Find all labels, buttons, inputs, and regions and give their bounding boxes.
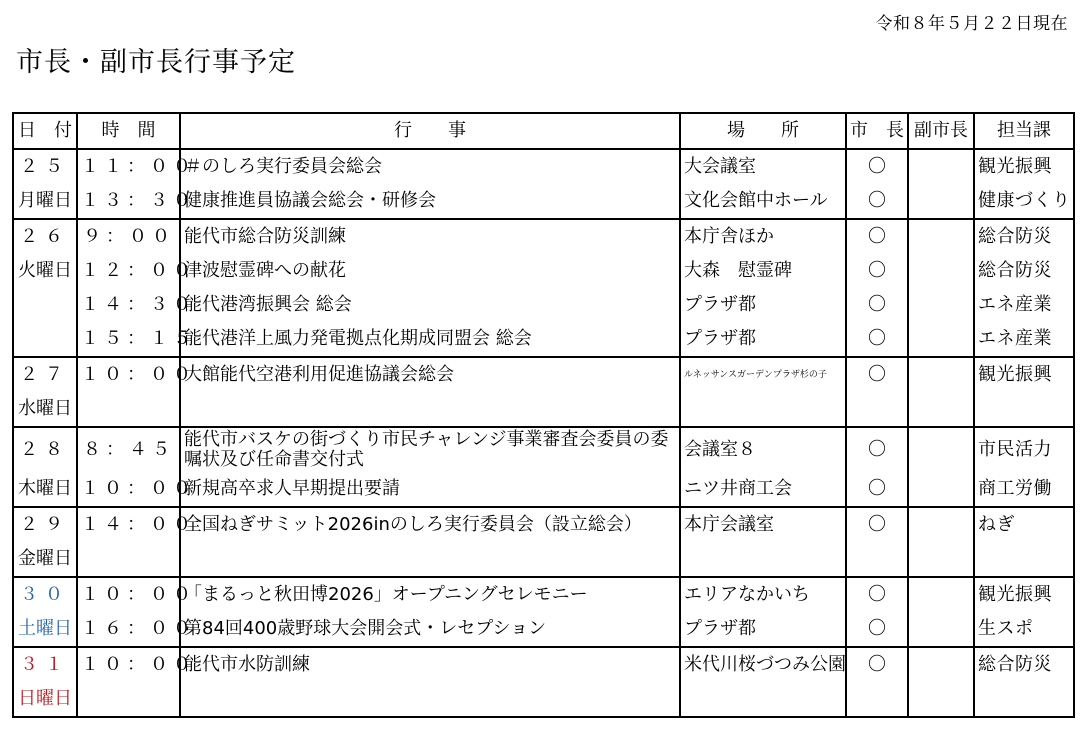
empty-dept xyxy=(974,542,1074,577)
deputy-attend xyxy=(908,577,974,612)
deputy-attend xyxy=(908,254,974,288)
table-row xyxy=(13,507,1074,542)
event-name: 津波慰霊碑への献花 xyxy=(180,254,680,288)
empty-event xyxy=(180,682,680,717)
event-time: １１：００ xyxy=(77,149,180,184)
empty-mayor xyxy=(846,542,908,577)
mayor-attend: 〇 xyxy=(846,288,908,322)
mayor-attend: 〇 xyxy=(846,612,908,647)
table-row xyxy=(13,542,1074,577)
dept: 総合防災 xyxy=(974,219,1074,254)
day-date: ２８ xyxy=(13,427,77,472)
day-weekday: 火曜日 xyxy=(13,254,77,288)
day-date: ２５ xyxy=(13,149,77,184)
deputy-attend xyxy=(908,507,974,542)
as-of-date: 令和８年５月２２日現在 xyxy=(875,14,1068,34)
event-time: ９：００ xyxy=(77,219,180,254)
event-place: 本庁舎ほか xyxy=(680,219,846,254)
empty-dept xyxy=(974,682,1074,717)
deputy-attend xyxy=(908,288,974,322)
event-name: 健康推進員協議会総会・研修会 xyxy=(180,184,680,219)
mayor-attend: 〇 xyxy=(846,507,908,542)
day-date: ２９ xyxy=(13,507,77,542)
deputy-attend xyxy=(908,149,974,184)
col-header-place: 場 所 xyxy=(680,113,846,149)
event-name: 能代市総合防災訓練 xyxy=(180,219,680,254)
table-row xyxy=(13,288,1074,322)
empty-time xyxy=(77,542,180,577)
mayor-attend: 〇 xyxy=(846,149,908,184)
col-header-date: 日 付 xyxy=(13,113,77,149)
empty-mayor xyxy=(846,392,908,427)
empty-dept xyxy=(974,392,1074,427)
event-name: 能代港湾振興会 総会 xyxy=(180,288,680,322)
table-row xyxy=(13,612,1074,647)
empty-deputy xyxy=(908,392,974,427)
event-name: ＃のしろ実行委員会総会 xyxy=(180,149,680,184)
empty-deputy xyxy=(908,542,974,577)
event-place: 大会議室 xyxy=(680,149,846,184)
dept: 商工労働 xyxy=(974,472,1074,507)
mayor-attend: 〇 xyxy=(846,254,908,288)
event-place: 本庁会議室 xyxy=(680,507,846,542)
table-row xyxy=(13,647,1074,682)
event-name: 新規高卒求人早期提出要請 xyxy=(180,472,680,507)
deputy-attend xyxy=(908,427,974,472)
day-weekday: 日曜日 xyxy=(13,682,77,717)
dept: 観光振興 xyxy=(974,149,1074,184)
deputy-attend xyxy=(908,612,974,647)
day-weekday: 水曜日 xyxy=(13,392,77,427)
event-place: プラザ都 xyxy=(680,288,846,322)
event-name: 全国ねぎサミット2026inのしろ実行委員会（設立総会） xyxy=(180,507,680,542)
mayor-attend: 〇 xyxy=(846,184,908,219)
day-date: ３１ xyxy=(13,647,77,682)
page-title: 市長・副市長行事予定 xyxy=(16,47,296,78)
empty-event xyxy=(180,542,680,577)
deputy-attend xyxy=(908,219,974,254)
event-place: 大森 慰霊碑 xyxy=(680,254,846,288)
dept: 総合防災 xyxy=(974,254,1074,288)
empty-place xyxy=(680,542,846,577)
mayor-attend: 〇 xyxy=(846,472,908,507)
col-header-time: 時 間 xyxy=(77,113,180,149)
dept: 市民活力 xyxy=(974,427,1074,472)
day-date: ３０ xyxy=(13,577,77,612)
table-row xyxy=(13,472,1074,507)
event-place: 会議室８ xyxy=(680,427,846,472)
dept: 総合防災 xyxy=(974,647,1074,682)
schedule-table xyxy=(12,112,1075,718)
dept: エネ産業 xyxy=(974,322,1074,357)
event-time: １５：１５ xyxy=(77,322,180,357)
event-name: 能代市水防訓練 xyxy=(180,647,680,682)
event-time: １３：３０ xyxy=(77,184,180,219)
table-row xyxy=(13,577,1074,612)
col-header-deputy: 副市長 xyxy=(908,113,974,149)
dept: 生スポ xyxy=(974,612,1074,647)
table-row xyxy=(13,357,1074,392)
event-place: 文化会館中ホール xyxy=(680,184,846,219)
table-row xyxy=(13,149,1074,184)
mayor-attend: 〇 xyxy=(846,427,908,472)
empty-mayor xyxy=(846,682,908,717)
empty-place xyxy=(680,682,846,717)
deputy-attend xyxy=(908,184,974,219)
day-weekday: 金曜日 xyxy=(13,542,77,577)
event-time: １２：００ xyxy=(77,254,180,288)
day-empty xyxy=(13,322,77,357)
day-date: ２６ xyxy=(13,219,77,254)
dept: エネ産業 xyxy=(974,288,1074,322)
empty-place xyxy=(680,392,846,427)
event-name: 能代市バスケの街づくり市民チャレンジ事業審査会委員の委嘱状及び任命書交付式 xyxy=(180,427,680,472)
event-place: エリアなかいち xyxy=(680,577,846,612)
dept: 観光振興 xyxy=(974,577,1074,612)
table-row xyxy=(13,219,1074,254)
table-row xyxy=(13,682,1074,717)
day-weekday: 土曜日 xyxy=(13,612,77,647)
mayor-attend: 〇 xyxy=(846,577,908,612)
mayor-attend: 〇 xyxy=(846,357,908,392)
event-place: プラザ都 xyxy=(680,612,846,647)
table-row xyxy=(13,254,1074,288)
mayor-attend: 〇 xyxy=(846,322,908,357)
col-header-mayor: 市 長 xyxy=(846,113,908,149)
table-row xyxy=(13,184,1074,219)
table-row xyxy=(13,322,1074,357)
empty-event xyxy=(180,392,680,427)
event-time: １０：００ xyxy=(77,647,180,682)
dept: 健康づくり xyxy=(974,184,1074,219)
day-empty xyxy=(13,288,77,322)
event-time: １６：００ xyxy=(77,612,180,647)
empty-deputy xyxy=(908,682,974,717)
day-weekday: 木曜日 xyxy=(13,472,77,507)
day-weekday: 月曜日 xyxy=(13,184,77,219)
event-name: 第84回400歳野球大会開会式・レセプション xyxy=(180,612,680,647)
event-name: 「まるっと秋田博2026」オープニングセレモニー xyxy=(180,577,680,612)
event-time: １４：００ xyxy=(77,507,180,542)
deputy-attend xyxy=(908,322,974,357)
event-name: 大館能代空港利用促進協議会総会 xyxy=(180,357,680,392)
dept: 観光振興 xyxy=(974,357,1074,392)
col-header-event: 行 事 xyxy=(180,113,680,149)
header-row xyxy=(13,113,1074,149)
event-place: 米代川桜づつみ公園 xyxy=(680,647,846,682)
deputy-attend xyxy=(908,472,974,507)
event-time: １４：３０ xyxy=(77,288,180,322)
deputy-attend xyxy=(908,647,974,682)
mayor-attend: 〇 xyxy=(846,219,908,254)
event-place: プラザ都 xyxy=(680,322,846,357)
deputy-attend xyxy=(908,357,974,392)
table-row xyxy=(13,427,1074,472)
empty-time xyxy=(77,392,180,427)
dept: ねぎ xyxy=(974,507,1074,542)
event-place: ルネッサンスガーデンプラザ杉の子 xyxy=(680,357,846,392)
event-time: １０：００ xyxy=(77,357,180,392)
event-name: 能代港洋上風力発電拠点化期成同盟会 総会 xyxy=(180,322,680,357)
col-header-dept: 担当課 xyxy=(974,113,1074,149)
day-date: ２７ xyxy=(13,357,77,392)
event-time: ８：４５ xyxy=(77,427,180,472)
event-place: ニツ井商工会 xyxy=(680,472,846,507)
event-time: １０：００ xyxy=(77,472,180,507)
table-row xyxy=(13,392,1074,427)
empty-time xyxy=(77,682,180,717)
event-time: １０：００ xyxy=(77,577,180,612)
mayor-attend: 〇 xyxy=(846,647,908,682)
